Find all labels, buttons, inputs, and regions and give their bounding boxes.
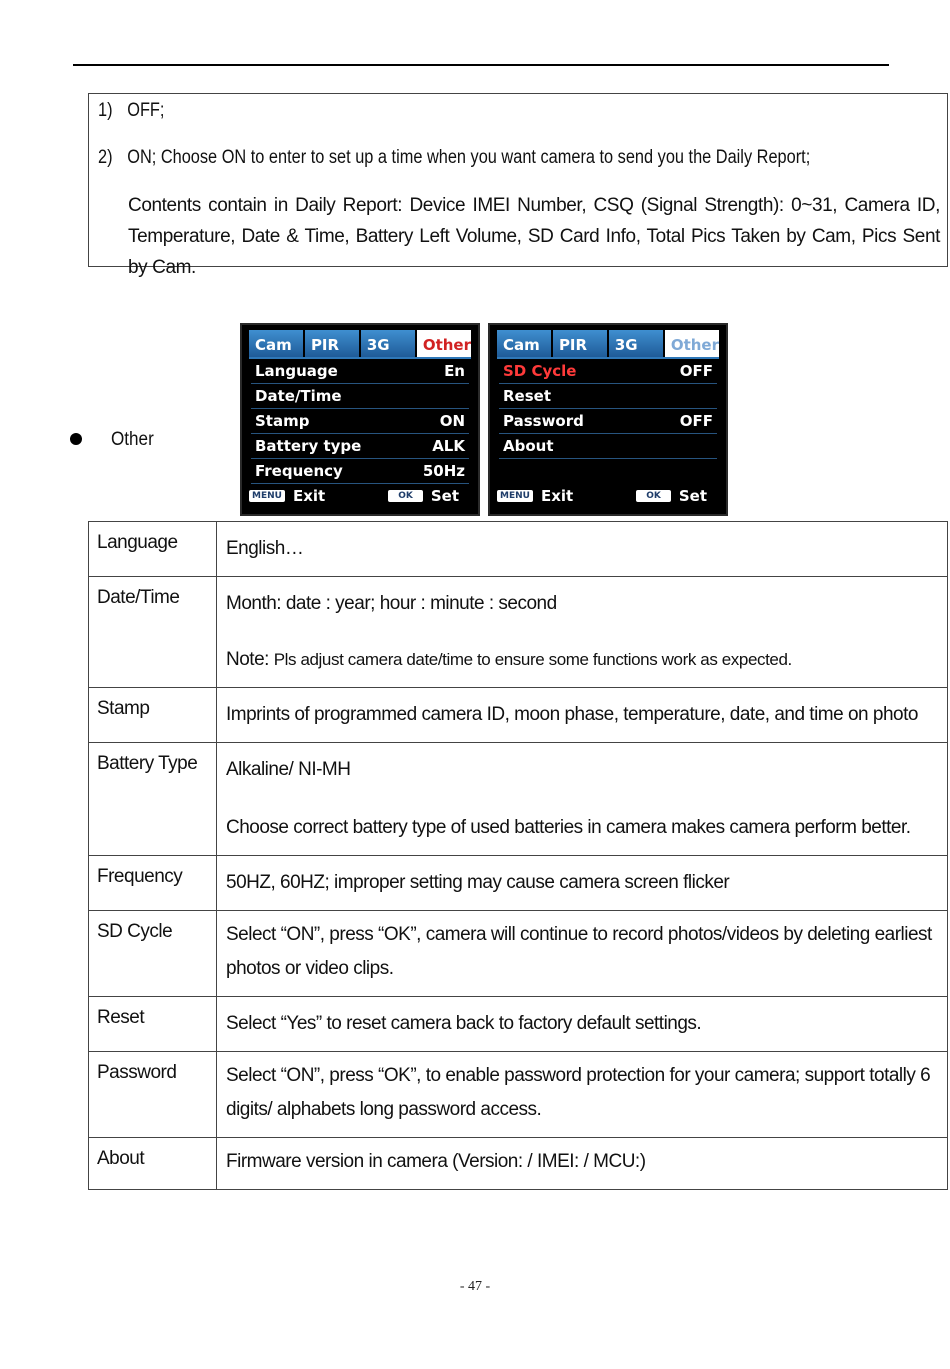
screen-tabs [497,330,719,359]
camera-screen-other-page1 [240,323,480,516]
setting-description: Imprints of programmed camera ID, moon phase, temperature, date, and time on photo [217,688,948,743]
menu-row-stamp: Stamp ON [251,409,469,434]
setting-description: Alkaline/ NI-MH Choose correct battery type of used batteries in camera makes camera perform better. [217,743,948,856]
note-label: Note: [226,649,269,670]
menu-row-battery: Battery type ALK [251,434,469,459]
menu-key-icon: MENU [497,490,533,502]
tab-3g: 3G [361,330,417,357]
set-label: Set [430,487,459,505]
setting-name: Battery Type [89,743,217,856]
setting-name: Password [89,1052,217,1138]
setting-name: About [89,1138,217,1190]
bullet-icon [70,433,82,445]
tab-cam: Cam [249,330,305,357]
screen-footer [497,484,719,508]
exit-label: Exit [540,487,574,505]
setting-name: Reset [89,997,217,1052]
menu-row-reset: Reset [499,384,717,409]
table-row [89,522,948,577]
table-row [89,856,948,911]
ok-key-icon: OK [388,490,423,502]
table-row [89,1138,948,1190]
setting-name: Language [89,522,217,577]
option-off: 1) OFF; [98,100,165,121]
setting-name: Frequency [89,856,217,911]
tab-cam: Cam [497,330,553,357]
daily-report-contents: Contents contain in Daily Report: Device IMEI Number, CSQ (Signal Strength): 0~31, Camera ID, Temperature, Date & Time, Battery Left Volume, SD Card Info, Total Pics Taken by Cam, Pics Sent by Cam. [128,195,940,278]
table-row [89,997,948,1052]
tab-pir: PIR [553,330,609,357]
screen-tabs [249,330,471,359]
tab-pir: PIR [305,330,361,357]
setting-description: Select “ON”, press “OK”, to enable password protection for your camera; support totally 6 digits/ alphabets long password access. [217,1052,948,1138]
menu-row-blank [499,459,717,484]
menu-row-sd-cycle: SD Cycle OFF [499,359,717,384]
setting-name: Stamp [89,688,217,743]
camera-screen-other-page2 [488,323,728,516]
tab-3g: 3G [609,330,665,357]
header-rule [73,64,889,66]
set-label: Set [678,487,707,505]
table-row [89,743,948,856]
setting-description: English… [217,522,948,577]
setting-description: Select “Yes” to reset camera back to factory default settings. [217,997,948,1052]
setting-name: SD Cycle [89,911,217,997]
screen-footer [249,484,471,508]
menu-row-datetime: Date/Time [251,384,469,409]
option-on: 2) ON; Choose ON to enter to set up a time when you want camera to send you the Daily Report; [98,147,811,168]
table-row [89,688,948,743]
setting-description: Select “ON”, press “OK”, camera will continue to record photos/videos by deleting earliest photos or video clips. [217,911,948,997]
table-row [89,911,948,997]
setting-name: Date/Time [89,577,217,688]
other-settings-table [88,521,948,1190]
exit-label: Exit [292,487,326,505]
tab-other: Other [665,330,719,357]
setting-description: Firmware version in camera (Version: / IMEI: / MCU:) [217,1138,948,1190]
table-row [89,1052,948,1138]
menu-row-password: Password OFF [499,409,717,434]
tab-other: Other [417,330,471,357]
ok-key-icon: OK [636,490,671,502]
table-row [89,577,948,688]
section-label: Other [111,429,154,450]
setting-description: 50HZ, 60HZ; improper setting may cause camera screen flicker [217,856,948,911]
daily-report-box [88,93,948,278]
note-text: Pls adjust camera date/time to ensure some functions work as expected. [273,650,792,669]
menu-row-frequency: Frequency 50Hz [251,459,469,484]
menu-row-about: About [499,434,717,459]
page-number: - 47 - [459,1279,491,1294]
setting-description: Month: date : year; hour : minute : second Note: Pls adjust camera date/time to ensure some functions work as expected. [217,577,948,688]
menu-row-language: Language En [251,359,469,384]
menu-key-icon: MENU [249,490,285,502]
